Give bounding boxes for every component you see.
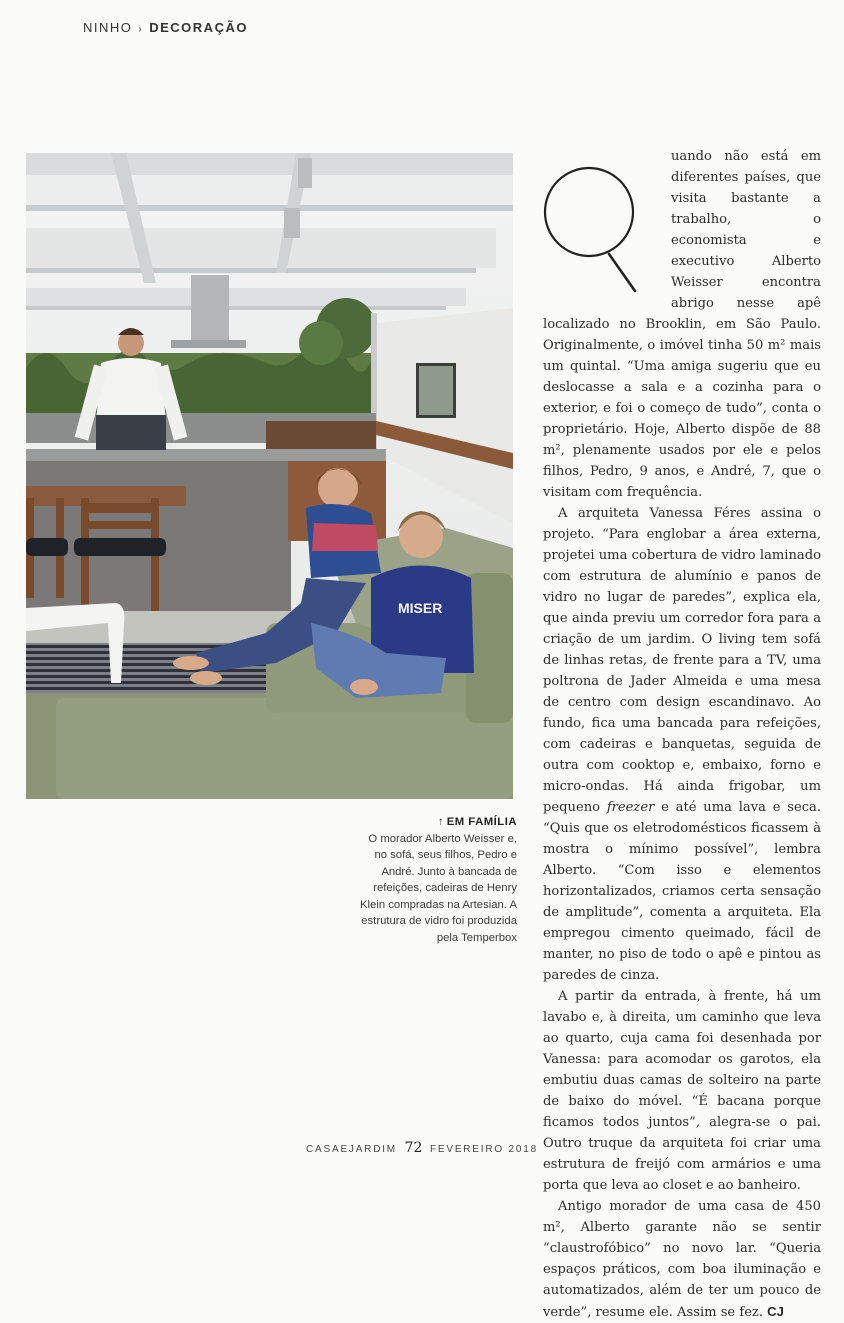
issue-date: FEVEREIRO 2018 bbox=[429, 1144, 538, 1155]
breadcrumb-separator: › bbox=[138, 24, 144, 35]
paragraph-italic: freezer bbox=[606, 800, 655, 815]
article-paragraph bbox=[543, 1196, 821, 1323]
magazine-name: CASAEJARDIM bbox=[306, 1144, 397, 1155]
caption-title: EM FAMÍLIA bbox=[446, 816, 517, 828]
paragraph-text: uando não está em diferentes países, que visita bastante a trabalho, o economista e executivo Alberto Weisser encontra abrigo nesse apê localizado no Brooklin, em São Paulo. Originalmente, o imóvel tinha 50 m² mais um quintal. “Uma amiga sugeriu que eu deslocasse a sala e a cozinha para o exterior, e foi o começo de tudo”, conta o proprietário. Hoje, Alberto dispõe de 88 m², plenamente usados por ele e pelos filhos, Pedro, 9 anos, e André, 7, que o visitam com frequência. bbox=[543, 149, 821, 500]
subsection-name: DECORAÇÃO bbox=[149, 20, 248, 35]
article-paragraph bbox=[543, 986, 821, 1196]
article-signature: CJ bbox=[767, 1304, 784, 1319]
paragraph-text: A partir da entrada, à frente, há um lavabo e, à direita, um caminho que leva ao quarto, cuja cama foi desenhada por Vanessa: para acomodar os garotos, ela embutiu duas camas de solteiro na parte de baixo do móvel. “É bacana porque ficamos todos juntos”, alegra-se o pai. Outro truque da arquiteta foi criar uma estrutura de freijó com armários e uma porta que leva ao closet e ao banheiro. bbox=[543, 989, 821, 1193]
paragraph-text: A arquiteta Vanessa Féres assina o projeto. “Para englobar a área externa, projetei uma cobertura de vidro laminado com estrutura de alumínio e panos de vidro no lugar de paredes”, explica ela, que ainda previu um corredor fora para a criação de um jardim. O living tem sofá de linhas retas, de frente para a TV, uma poltrona de Jader Almeida e uma mesa de centro com design escandinavo. Ao fundo, fica uma bancada para refeições, com cadeiras e banquetas, seguida de outra com cooktop e, embaixo, forno e micro-ondas. Há ainda frigobar, um pequeno bbox=[543, 506, 821, 815]
caption-title-line bbox=[360, 814, 517, 831]
caption-text: O morador Alberto Weisser e, no sofá, seus filhos, Pedro e André. Junto à bancada de refeições, cadeiras de Henry Klein compradas na Artesian. A estrutura de vidro foi produzida pela Temperbox bbox=[360, 832, 517, 944]
paragraph-text: Antigo morador de uma casa de 450 m², Alberto garante não se sentir “claustrofóbico” no novo lar. “Queria espaços práticos, com boa iluminação e automatizados, além de ter um pouco de verde”, resume ele. Assim se fez. bbox=[543, 1199, 821, 1320]
photo-caption bbox=[360, 814, 517, 946]
hoodie-text: MISER bbox=[398, 600, 443, 616]
drop-cap-space bbox=[543, 146, 671, 294]
article-paragraph bbox=[543, 503, 821, 986]
living-room-photo bbox=[26, 153, 513, 799]
section-header bbox=[83, 20, 248, 35]
paragraph-text: e até uma lava e seca. “Quis que os eletrodomésticos ficassem à mostra o mínimo possível”, lembra Alberto. “Com isso e elementos horizontalizados, criamos certa sensação de amplitude”, comenta a arquiteta. Ela empregou cimento queimado, fácil de manter, no piso de todo o apê e pintou as paredes de cinza. bbox=[543, 800, 821, 983]
section-name: NINHO bbox=[83, 20, 133, 35]
page-footer bbox=[0, 1140, 844, 1156]
up-arrow-icon: ↑ bbox=[437, 816, 444, 828]
photo-illustration bbox=[26, 153, 513, 799]
page-number: 72 bbox=[404, 1140, 423, 1156]
